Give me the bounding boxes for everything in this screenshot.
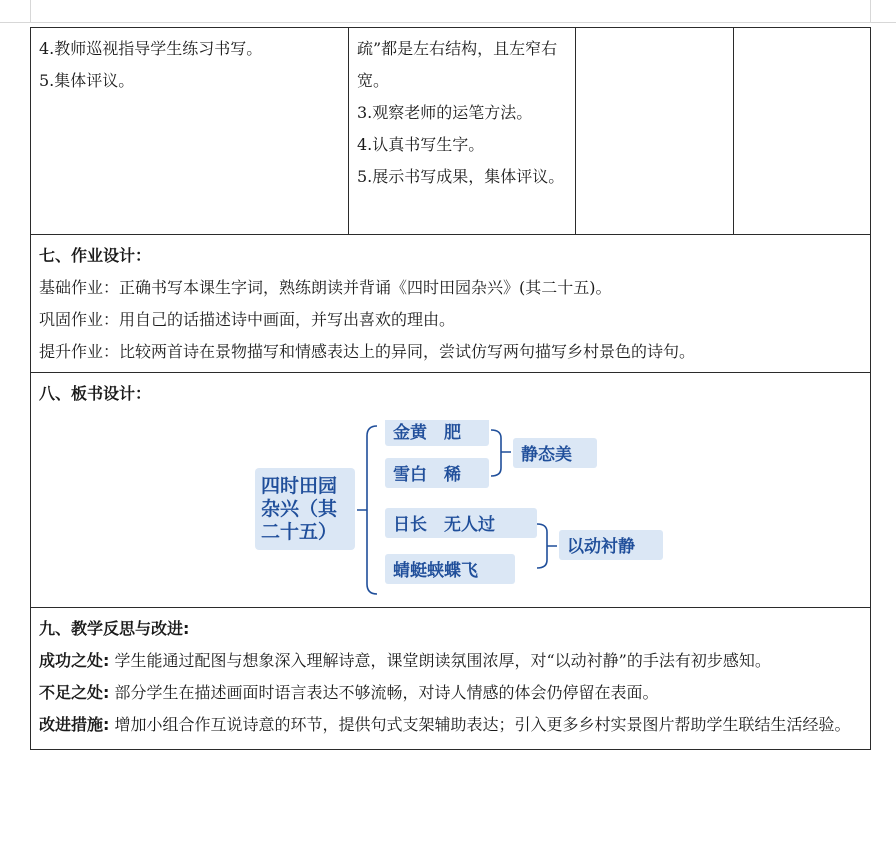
homework-row	[31, 235, 871, 373]
teacher-step: 5.集体评议。	[39, 71, 135, 90]
empty-cell-4	[734, 28, 871, 235]
board-design-row	[31, 373, 871, 608]
bottom-summary: 以动衬静	[567, 537, 635, 557]
success-text: 学生能通过配图与想象深入理解诗意，课堂朗读氛围浓厚，对“以动衬静”的手法有初步感知。	[114, 651, 771, 670]
page-margin-guide	[0, 22, 896, 23]
teaching-steps-row	[31, 28, 871, 235]
root-line-3: 二十五）	[261, 521, 338, 543]
teacher-activity-cell	[31, 28, 349, 235]
board-diagram	[39, 410, 862, 600]
success-label: 成功之处:	[39, 651, 110, 670]
reflection-heading: 九、教学反思与改进:	[39, 619, 190, 638]
top-item-2: 雪白 稀	[393, 465, 461, 485]
student-activity-cell	[349, 28, 576, 235]
top-bracket	[491, 430, 511, 476]
empty-cell-3	[576, 28, 734, 235]
homework-item-advanced: 提升作业：比较两首诗在景物描写和情感表达上的异同，尝试仿写两句描写乡村景色的诗句。	[39, 342, 696, 361]
shortfall-label: 不足之处:	[39, 683, 110, 702]
board-heading: 八、板书设计：	[39, 384, 152, 403]
homework-heading: 七、作业设计：	[39, 246, 152, 265]
homework-item-basic: 基础作业：正确书写本课生字词，熟练朗读并背诵《四时田园杂兴》(其二十五)。	[39, 278, 612, 297]
lesson-plan-table	[30, 27, 871, 750]
page-margin-guide-left	[30, 0, 31, 22]
student-step: 疏”都是左右结构，且左窄右宽。	[357, 39, 558, 90]
reflection-improve	[39, 709, 862, 741]
main-bracket	[357, 426, 377, 594]
board-design-cell	[31, 373, 871, 608]
reflection-success	[39, 645, 862, 677]
shortfall-text: 部分学生在描述画面时语言表达不够流畅，对诗人情感的体会仍停留在表面。	[114, 683, 659, 702]
bottom-item-2: 蜻蜓蛱蝶飞	[393, 561, 478, 581]
improve-label: 改进措施:	[39, 715, 110, 734]
student-step: 4.认真书写生字。	[357, 135, 485, 154]
top-summary: 静态美	[521, 445, 572, 465]
top-item-1: 金黄 肥	[393, 423, 461, 443]
homework-cell	[31, 235, 871, 373]
reflection-shortfall	[39, 677, 862, 709]
teacher-step: 4.教师巡视指导学生练习书写。	[39, 39, 263, 58]
bottom-bracket	[537, 524, 557, 568]
student-step: 3.观察老师的运笔方法。	[357, 103, 533, 122]
improve-text: 增加小组合作互说诗意的环节，提供句式支架辅助表达；引入更多乡村实景图片帮助学生联结生活经验。	[114, 715, 851, 734]
reflection-cell	[31, 608, 871, 750]
student-step: 5.展示书写成果，集体评议。	[357, 167, 565, 186]
bottom-item-1: 日长 无人过	[393, 515, 495, 535]
page-margin-guide-right	[870, 0, 871, 22]
reflection-row	[31, 608, 871, 750]
root-line-2: 杂兴（其	[261, 498, 338, 520]
board-diagram-svg	[239, 420, 699, 600]
root-line-1: 四时田园	[261, 475, 338, 497]
homework-item-consolidate: 巩固作业：用自己的话描述诗中画面，并写出喜欢的理由。	[39, 310, 456, 329]
